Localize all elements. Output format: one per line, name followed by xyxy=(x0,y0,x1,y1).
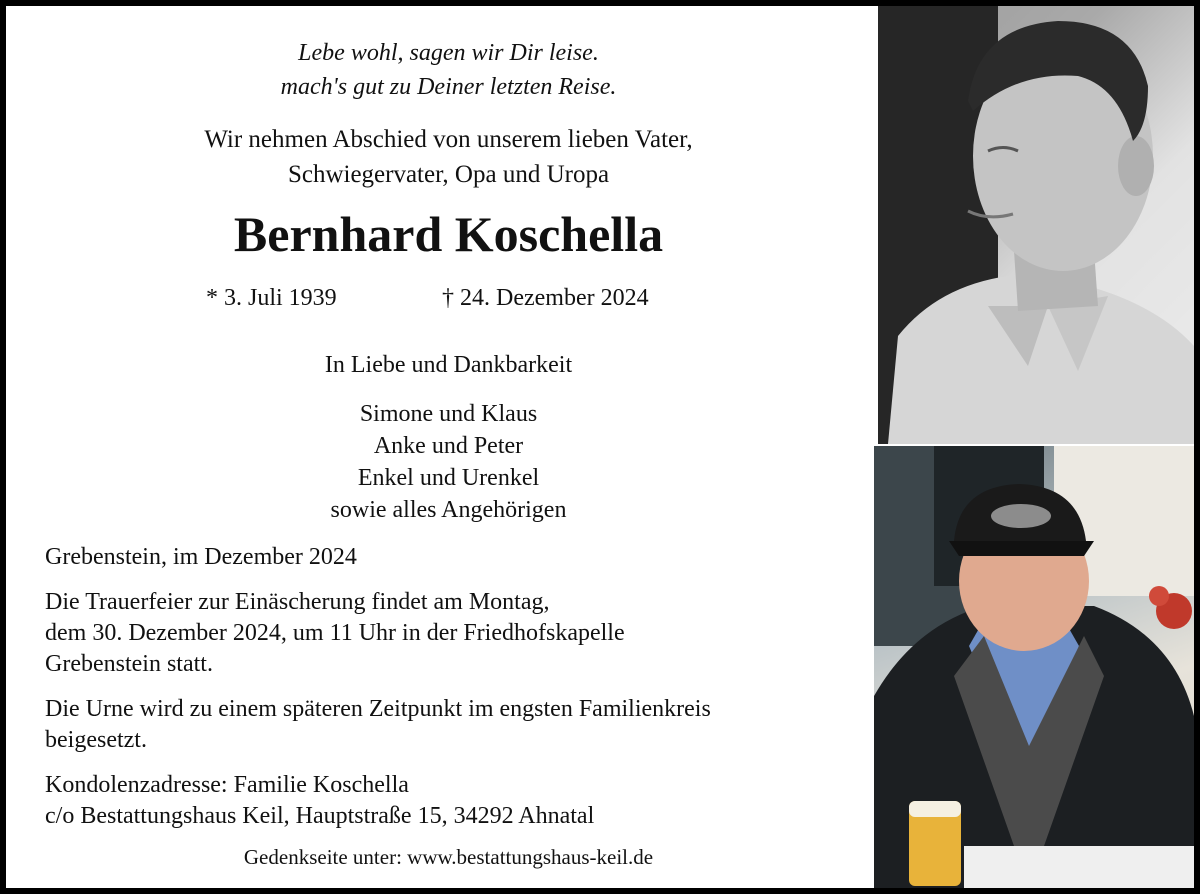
farewell-poem xyxy=(26,36,871,104)
ceremony-info xyxy=(45,587,865,680)
place-date: Grebenstein, im Dezember 2024 xyxy=(45,544,357,570)
memorial-page-link[interactable]: Gedenkseite unter: www.bestattungshaus-keil.de xyxy=(243,845,654,869)
death-date: † 24. Dezember 2024 xyxy=(442,285,649,311)
farewell-intro xyxy=(26,122,871,192)
condolence-address xyxy=(45,770,865,832)
ceremony-line: dem 30. Dezember 2024, um 11 Uhr in der Friedhofskapelle xyxy=(45,620,625,646)
obituary-card xyxy=(6,6,1194,888)
address-line: Kondolenzadresse: Familie Koschella xyxy=(45,772,409,798)
mourner: sowie alles Angehörigen xyxy=(330,497,567,523)
portrait-photo-young xyxy=(878,6,1194,444)
poem-line: Lebe wohl, sagen wir Dir leise. xyxy=(298,40,599,66)
poem-line: mach's gut zu Deiner letzten Reise. xyxy=(280,74,617,100)
gratitude-line: In Liebe und Dankbarkeit xyxy=(324,352,573,378)
portrait-young-illustration xyxy=(878,6,1194,444)
mourner: Anke und Peter xyxy=(373,433,524,459)
urn-info xyxy=(45,694,865,756)
mourners-list xyxy=(26,398,871,526)
obituary-text xyxy=(6,6,876,888)
intro-line: Schwiegervater, Opa und Uropa xyxy=(287,161,610,188)
portrait-photo-recent xyxy=(874,446,1194,888)
intro-line: Wir nehmen Abschied von unserem lieben Vater, xyxy=(204,126,693,153)
ceremony-line: Grebenstein statt. xyxy=(45,651,213,677)
mourner: Simone und Klaus xyxy=(359,401,538,427)
urn-line: Die Urne wird zu einem späteren Zeitpunkt im engsten Familienkreis xyxy=(45,696,711,722)
portrait-recent-illustration xyxy=(874,446,1194,888)
birth-date: * 3. Juli 1939 xyxy=(206,285,337,311)
deceased-name: Bernhard Koschella xyxy=(233,206,664,262)
ceremony-line: Die Trauerfeier zur Einäscherung findet am Montag, xyxy=(45,589,550,615)
urn-line: beigesetzt. xyxy=(45,727,147,753)
address-line: c/o Bestattungshaus Keil, Hauptstraße 15, 34292 Ahnatal xyxy=(45,803,595,829)
mourner: Enkel und Urenkel xyxy=(357,465,540,491)
